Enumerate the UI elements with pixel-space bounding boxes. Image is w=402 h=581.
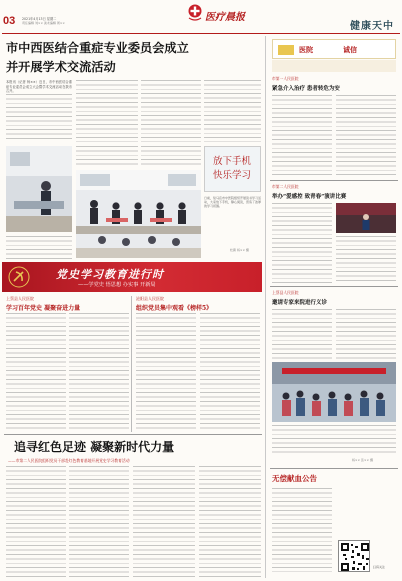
sidebar-item1-col1 xyxy=(272,95,332,177)
section-label: 健康天中 xyxy=(350,21,394,32)
group-body-col1 xyxy=(136,313,196,431)
sidebar-item2-title: 举办“爱感控 致青春”演讲比赛 xyxy=(272,194,347,200)
masthead xyxy=(0,0,402,36)
date-line: 2021年4月13日 星期二 xyxy=(22,17,57,21)
feature-body-col3 xyxy=(133,466,195,578)
study-body-col2 xyxy=(69,313,129,431)
paper-logo xyxy=(186,3,260,25)
slogan-box xyxy=(204,146,261,192)
study-body-col1 xyxy=(6,313,66,431)
feature-subtitle: ——市第二人民医院组织党员干部赴红色教育基地开展党史学习教育活动 xyxy=(8,458,130,463)
feature-body-col2 xyxy=(69,466,129,578)
column-divider xyxy=(131,296,132,432)
lead-body-col7 xyxy=(6,236,72,260)
photo-caption: 日前，驻马店市中医院组织开展读书学习活动，大家放下手机，静心阅读，营造了浓厚的学习氛围。 xyxy=(204,196,261,209)
lead-headline-2: 并开展学术交流活动 xyxy=(6,60,116,74)
sidebar-logo-word-1: 医院 xyxy=(299,46,313,54)
sidebar-photo-caption xyxy=(272,425,396,455)
sidebar-item1-col2 xyxy=(336,95,396,177)
lead-body-col4 xyxy=(204,80,261,142)
masthead-rule xyxy=(2,33,400,34)
feature-body-col4 xyxy=(199,466,261,578)
sidebar-photo-credit: 杨×× 张×× 摄 xyxy=(352,458,373,462)
qr-caption: 扫码关注 xyxy=(373,565,386,569)
banner-subtitle: ——学党史 悟思想 办实事 开新局 xyxy=(78,282,156,288)
sidebar-divider-1 xyxy=(270,180,398,181)
section-divider xyxy=(4,434,262,435)
qr-code[interactable] xyxy=(338,540,370,572)
qr-code-icon xyxy=(339,541,371,573)
clinic-photo xyxy=(272,362,396,422)
lead-body-col5 xyxy=(76,146,138,168)
editor-line: 责任编辑 刘×× 美术编辑 周×× xyxy=(22,21,65,25)
paper-logo-emblem xyxy=(186,3,204,23)
sidebar-top-image xyxy=(272,60,396,72)
lead-body-col3 xyxy=(141,80,201,142)
sidebar-logo-word-2: 诚信 xyxy=(343,46,357,54)
slogan-line-2: 快乐学习 xyxy=(213,170,252,181)
banner-title: 党史学习教育进行时 xyxy=(56,268,164,281)
lead-photo-left xyxy=(6,146,72,232)
page-number: 03 xyxy=(3,15,16,27)
sidebar-divider xyxy=(265,36,266,578)
speech-photo xyxy=(336,203,396,233)
classroom-photo xyxy=(76,170,201,258)
group-body-col2 xyxy=(200,313,260,431)
group-kicker: 泌阳县人民医院 xyxy=(136,296,164,301)
lead-body-col2 xyxy=(76,80,138,142)
sidebar-item2-kicker: 市第二人民医院 xyxy=(272,184,299,189)
slogan-line-1: 放下手机 xyxy=(213,156,252,167)
sidebar-item3-col2 xyxy=(336,309,396,359)
lead-body-col1 xyxy=(6,94,72,142)
photo-credit: 杜鹃 杨×× 摄 xyxy=(230,248,249,252)
study-kicker: 上蔡县人民医院 xyxy=(6,296,34,301)
ad-title: 无偿献血公告 xyxy=(272,474,317,483)
sidebar-item3-kicker: 上蔡县人民医院 xyxy=(272,290,299,295)
sidebar-divider-3 xyxy=(270,468,398,469)
sidebar-item3-title: 邀请专家来院进行义诊 xyxy=(272,300,328,306)
group-title: 组织党员集中观看《榜样5》 xyxy=(136,305,213,312)
sidebar-item3-col1 xyxy=(272,309,332,359)
sidebar-divider-2 xyxy=(270,286,398,287)
lead-body-col6 xyxy=(141,146,201,168)
sidebar-item2-col1 xyxy=(272,203,332,283)
sidebar-logo-badge xyxy=(278,45,294,55)
paper-name: 医疗晨报 xyxy=(205,12,245,23)
lead-headline-1: 市中西医结合重症专业委员会成立 xyxy=(6,41,189,55)
sidebar-item1-title: 紧急介入治疗 患者转危为安 xyxy=(272,86,340,92)
sidebar-item1-kicker: 市第一人民医院 xyxy=(272,76,299,81)
feature-body-col1 xyxy=(6,466,66,578)
feature-title: 追寻红色足迹 凝聚新时代力量 xyxy=(14,440,175,454)
study-title: 学习百年党史 凝聚奋进力量 xyxy=(6,305,81,312)
ad-body xyxy=(272,488,332,572)
party-banner xyxy=(2,262,262,292)
sidebar-logo-band xyxy=(272,39,396,59)
party-emblem-icon xyxy=(8,266,30,288)
sidebar-item2-col2 xyxy=(336,236,396,283)
lead-intro: 本报讯（记者 杨××）近日，市中西医结合重症专业委员会成立大会暨学术交流活动在我市召开。 xyxy=(6,80,72,94)
